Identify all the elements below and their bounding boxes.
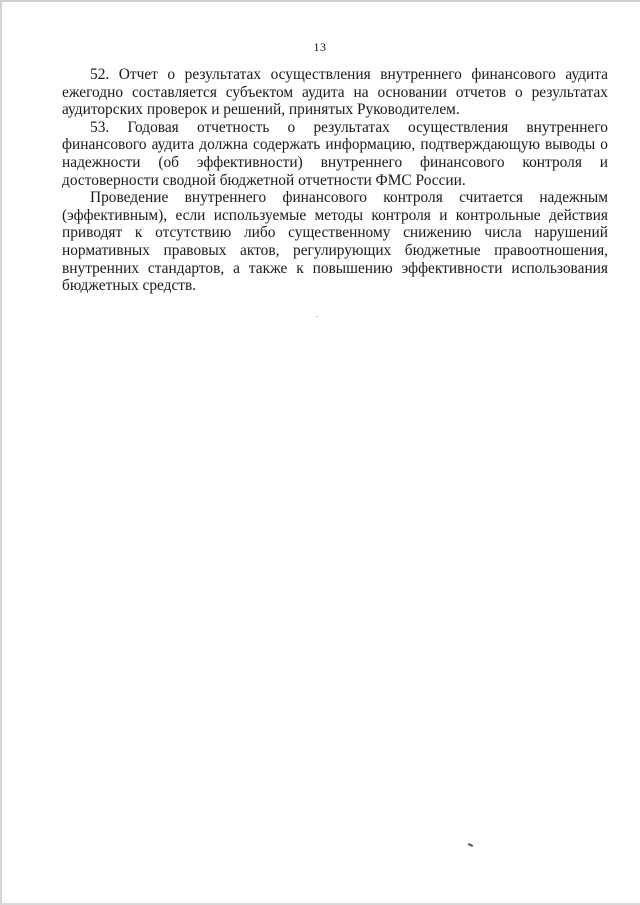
document-body	[62, 66, 608, 295]
paragraph-52-audit-report: 52. Отчет о результатах осуществления внутреннего финансового аудита ежегодно составляется субъектом аудита на основании отчетов о результатах аудиторских проверок и решений, принятых Руководителем.	[62, 66, 608, 119]
page-edge-top	[0, 0, 640, 2]
paragraph-control-effectiveness: Проведение внутреннего финансового контроля считается надежным (эффективным), если используемые методы контроля и контрольные действия приводят к отсутствию либо существенному снижению числа нарушений нормативных правовых актов, регулирующих бюджетные правоотношения, внутренних стандартов, а также к повышению эффективности использования бюджетных средств.	[62, 189, 608, 295]
scan-mark	[468, 843, 473, 847]
paragraph-53-annual-reporting: 53. Годовая отчетность о результатах осуществления внутреннего финансового аудита должна содержать информацию, подтверждающую выводы о надежности (об эффективности) внутреннего финансового контроля и достоверности сводной бюджетной отчетности ФМС России.	[62, 118, 608, 189]
scan-speck	[316, 316, 318, 317]
page-edge-left	[0, 0, 2, 905]
page-number: 13	[313, 40, 327, 54]
